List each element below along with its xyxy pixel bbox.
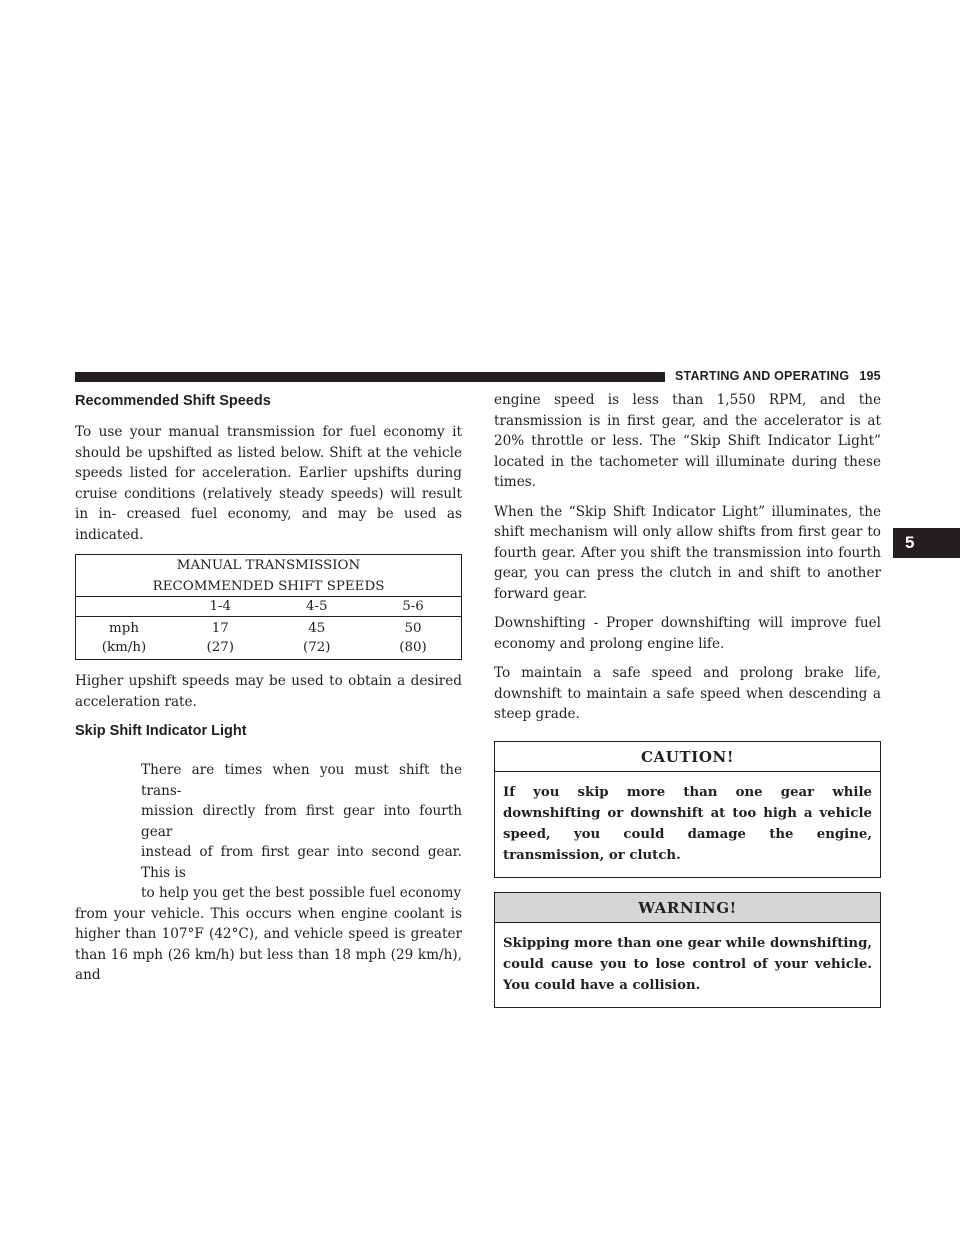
- paragraph-engine-speed: engine speed is less than 1,550 RPM, and the transmission is in first gear, and the accelerator is at 20% throttle or less. The “Skip Shift Indicator Light” located in the tachometer will illuminate during these times.: [494, 392, 881, 490]
- caution-title: CAUTION!: [495, 742, 880, 772]
- paragraph-line: instead of from first gear into second gear. This is: [141, 844, 462, 881]
- caution-body: If you skip more than one gear while downshifting or downshift at too high a vehicle speed, you could damage the engine, transmission, or clutch.: [503, 784, 872, 863]
- table-row: [76, 638, 462, 660]
- shift-speeds-table: [75, 554, 462, 660]
- section-title: STARTING AND OPERATING: [675, 369, 850, 383]
- table-cell: (km/h): [76, 638, 173, 660]
- heading-skip-shift-indicator: Skip Shift Indicator Light: [75, 723, 247, 739]
- caution-box: [494, 741, 881, 878]
- header-rule: [75, 372, 665, 382]
- table-col-header: 4-5: [269, 597, 366, 617]
- paragraph-skip-shift: [75, 760, 462, 986]
- table-title-line1: MANUAL TRANSMISSION: [76, 555, 462, 578]
- right-column: [494, 390, 881, 1022]
- table-cell: 17: [211, 621, 229, 636]
- paragraph-continuation: from your vehicle. This occurs when engine coolant is higher than 107°F (42°C), and vehicle speed is greater than 16 mph (26 km/h) but less than 18 mph (29 km/h), and: [75, 905, 462, 983]
- table-title-line2: RECOMMENDED SHIFT SPEEDS: [76, 577, 462, 597]
- chapter-tab: 5: [893, 528, 960, 558]
- warning-title: WARNING!: [495, 893, 880, 923]
- table-cell: mph: [76, 617, 173, 639]
- table-cell: (72): [269, 638, 366, 660]
- table-cell: (80): [365, 638, 462, 660]
- running-header: [675, 369, 881, 383]
- warning-box: [494, 892, 881, 1008]
- page-number: 195: [859, 369, 881, 383]
- paragraph-indicator-illuminates: When the “Skip Shift Indicator Light” illuminates, the shift mechanism will only allow shifts from first gear to fourth gear. After you shift the transmission into fourth gear, you can press the clutch in and shift to another forward gear.: [494, 503, 881, 602]
- table-row: [76, 617, 462, 639]
- paragraph-line: mission directly from first gear into fourth gear: [141, 803, 462, 840]
- paragraph-line: to help you get the best possible fuel economy: [141, 885, 462, 901]
- table-col-header: [76, 597, 173, 617]
- paragraph-downshifting: Downshifting - Proper downshifting will improve fuel economy and prolong engine life.: [494, 615, 881, 652]
- left-column: [75, 392, 462, 995]
- warning-body: Skipping more than one gear while downshifting, could cause you to lose control of your vehicle. You could have a collision.: [503, 935, 872, 993]
- table-col-header: 1-4: [172, 597, 269, 617]
- table-cell: 45: [308, 621, 326, 636]
- paragraph-brake-life: To maintain a safe speed and prolong brake life, downshift to maintain a safe speed when descending a steep grade.: [494, 665, 881, 722]
- paragraph-fuel-economy: To use your manual transmission for fuel economy it should be upshifted as listed below. Shift at the vehicle speeds listed for acceleration. Earlier upshifts during cruise conditions (relatively steady speeds) will result in in- creased fuel economy, and may be used as indicated.: [75, 424, 462, 543]
- table-cell: (27): [172, 638, 269, 660]
- table-col-header: 5-6: [365, 597, 462, 617]
- heading-recommended-shift-speeds: Recommended Shift Speeds: [75, 393, 271, 409]
- paragraph-line: There are times when you must shift the trans-: [141, 762, 462, 799]
- table-cell: 50: [365, 617, 462, 639]
- paragraph-higher-upshift: Higher upshift speeds may be used to obtain a desired acceleration rate.: [75, 673, 462, 710]
